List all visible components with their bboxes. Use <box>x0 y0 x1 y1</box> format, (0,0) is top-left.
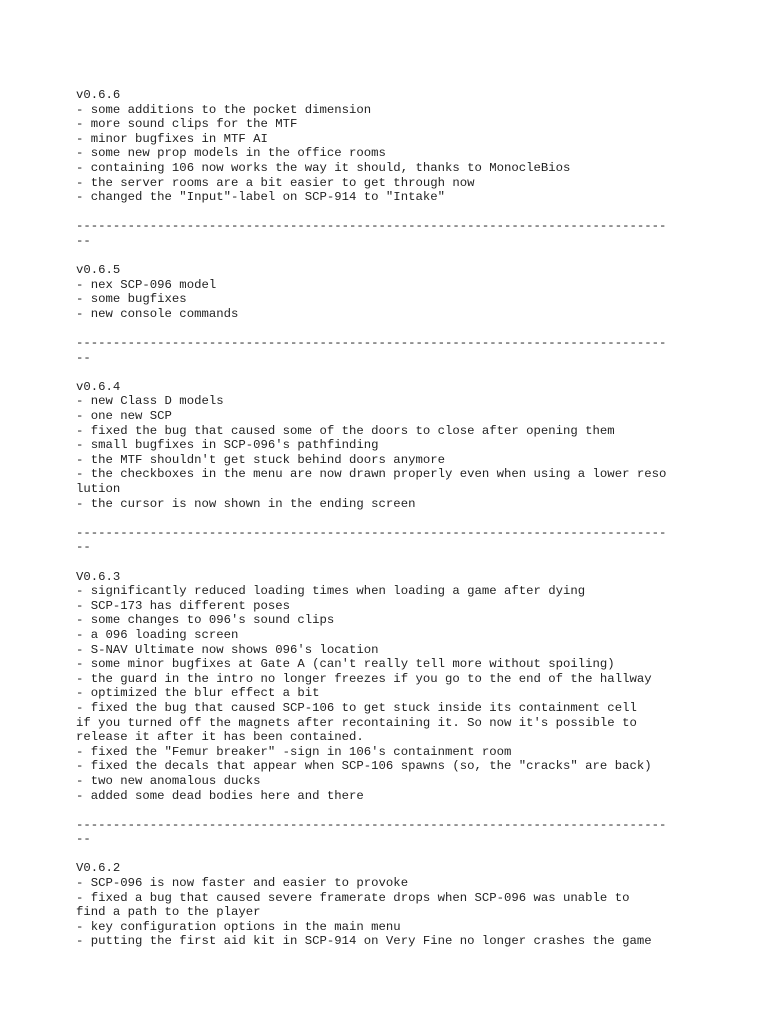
changelog-item: - nex SCP-096 model <box>76 277 217 292</box>
changelog-item: - some new prop models in the office rooms <box>76 146 386 161</box>
changelog-item: - more sound clips for the MTF <box>76 117 298 132</box>
changelog-item: - fixed the bug that caused some of the doors to close after opening them <box>76 423 615 438</box>
changelog-section <box>76 570 736 804</box>
changelog-item: - the cursor is now shown in the ending screen <box>76 496 416 511</box>
changelog-section <box>76 380 736 511</box>
changelog-section <box>76 88 736 205</box>
changelog-item: - some bugfixes <box>76 292 187 307</box>
separator-line: -------------------------------------------------------------------------------- <box>76 219 667 234</box>
separator-wrap: -- <box>76 350 91 365</box>
changelog-item: - key configuration options in the main menu <box>76 919 401 934</box>
changelog-item: find a path to the player <box>76 905 261 920</box>
changelog-item: - a 096 loading screen <box>76 627 239 642</box>
separator-line: -------------------------------------------------------------------------------- <box>76 336 667 351</box>
changelog-section <box>76 861 736 949</box>
section-separator <box>76 818 736 847</box>
changelog-item: - one new SCP <box>76 409 172 424</box>
separator-line: -------------------------------------------------------------------------------- <box>76 817 667 832</box>
changelog-item: - minor bugfixes in MTF AI <box>76 131 268 146</box>
changelog-item: release it after it has been contained. <box>76 730 364 745</box>
changelog-item: - changed the "Input"-label on SCP-914 to "Intake" <box>76 190 445 205</box>
separator-wrap: -- <box>76 233 91 248</box>
changelog-item: if you turned off the magnets after recontaining it. So now it's possible to <box>76 715 637 730</box>
section-separator <box>76 336 736 365</box>
changelog-item: - SCP-173 has different poses <box>76 598 291 613</box>
changelog-item: - the checkboxes in the menu are now drawn properly even when using a lower reso <box>76 467 667 482</box>
changelog-item: - significantly reduced loading times when loading a game after dying <box>76 584 586 599</box>
changelog-item: - fixed the "Femur breaker" -sign in 106's containment room <box>76 744 512 759</box>
changelog-item: - fixed a bug that caused severe framerate drops when SCP-096 was unable to <box>76 890 630 905</box>
version-heading: v0.6.4 <box>76 379 121 394</box>
changelog-item: - fixed the bug that caused SCP-106 to get stuck inside its containment cell <box>76 700 637 715</box>
version-heading: v0.6.5 <box>76 263 121 278</box>
changelog-item: - new console commands <box>76 306 239 321</box>
separator-line: -------------------------------------------------------------------------------- <box>76 525 667 540</box>
section-separator <box>76 526 736 555</box>
changelog-document <box>76 88 736 949</box>
changelog-item: - added some dead bodies here and there <box>76 788 364 803</box>
changelog-item: - some additions to the pocket dimension <box>76 102 372 117</box>
changelog-item: - some minor bugfixes at Gate A (can't really tell more without spoiling) <box>76 657 615 672</box>
changelog-item: - S-NAV Ultimate now shows 096's location <box>76 642 379 657</box>
changelog-item: lution <box>76 482 121 497</box>
changelog-item: - containing 106 now works the way it should, thanks to MonocleBios <box>76 160 571 175</box>
version-heading: V0.6.3 <box>76 569 121 584</box>
version-heading: V0.6.2 <box>76 861 121 876</box>
changelog-item: - new Class D models <box>76 394 224 409</box>
separator-wrap: -- <box>76 832 91 847</box>
changelog-item: - the server rooms are a bit easier to get through now <box>76 175 475 190</box>
changelog-section <box>76 263 736 321</box>
changelog-item: - fixed the decals that appear when SCP-106 spawns (so, the "cracks" are back) <box>76 759 652 774</box>
changelog-item: - some changes to 096's sound clips <box>76 613 335 628</box>
section-separator <box>76 219 736 248</box>
changelog-item: - two new anomalous ducks <box>76 773 261 788</box>
changelog-item: - the guard in the intro no longer freezes if you go to the end of the hallway <box>76 671 652 686</box>
changelog-item: - SCP-096 is now faster and easier to provoke <box>76 876 409 891</box>
changelog-item: - small bugfixes in SCP-096's pathfinding <box>76 438 379 453</box>
version-heading: v0.6.6 <box>76 88 121 102</box>
changelog-item: - putting the first aid kit in SCP-914 on Very Fine no longer crashes the game <box>76 934 652 949</box>
separator-wrap: -- <box>76 540 91 555</box>
changelog-item: - the MTF shouldn't get stuck behind doors anymore <box>76 452 445 467</box>
changelog-item: - optimized the blur effect a bit <box>76 686 320 701</box>
